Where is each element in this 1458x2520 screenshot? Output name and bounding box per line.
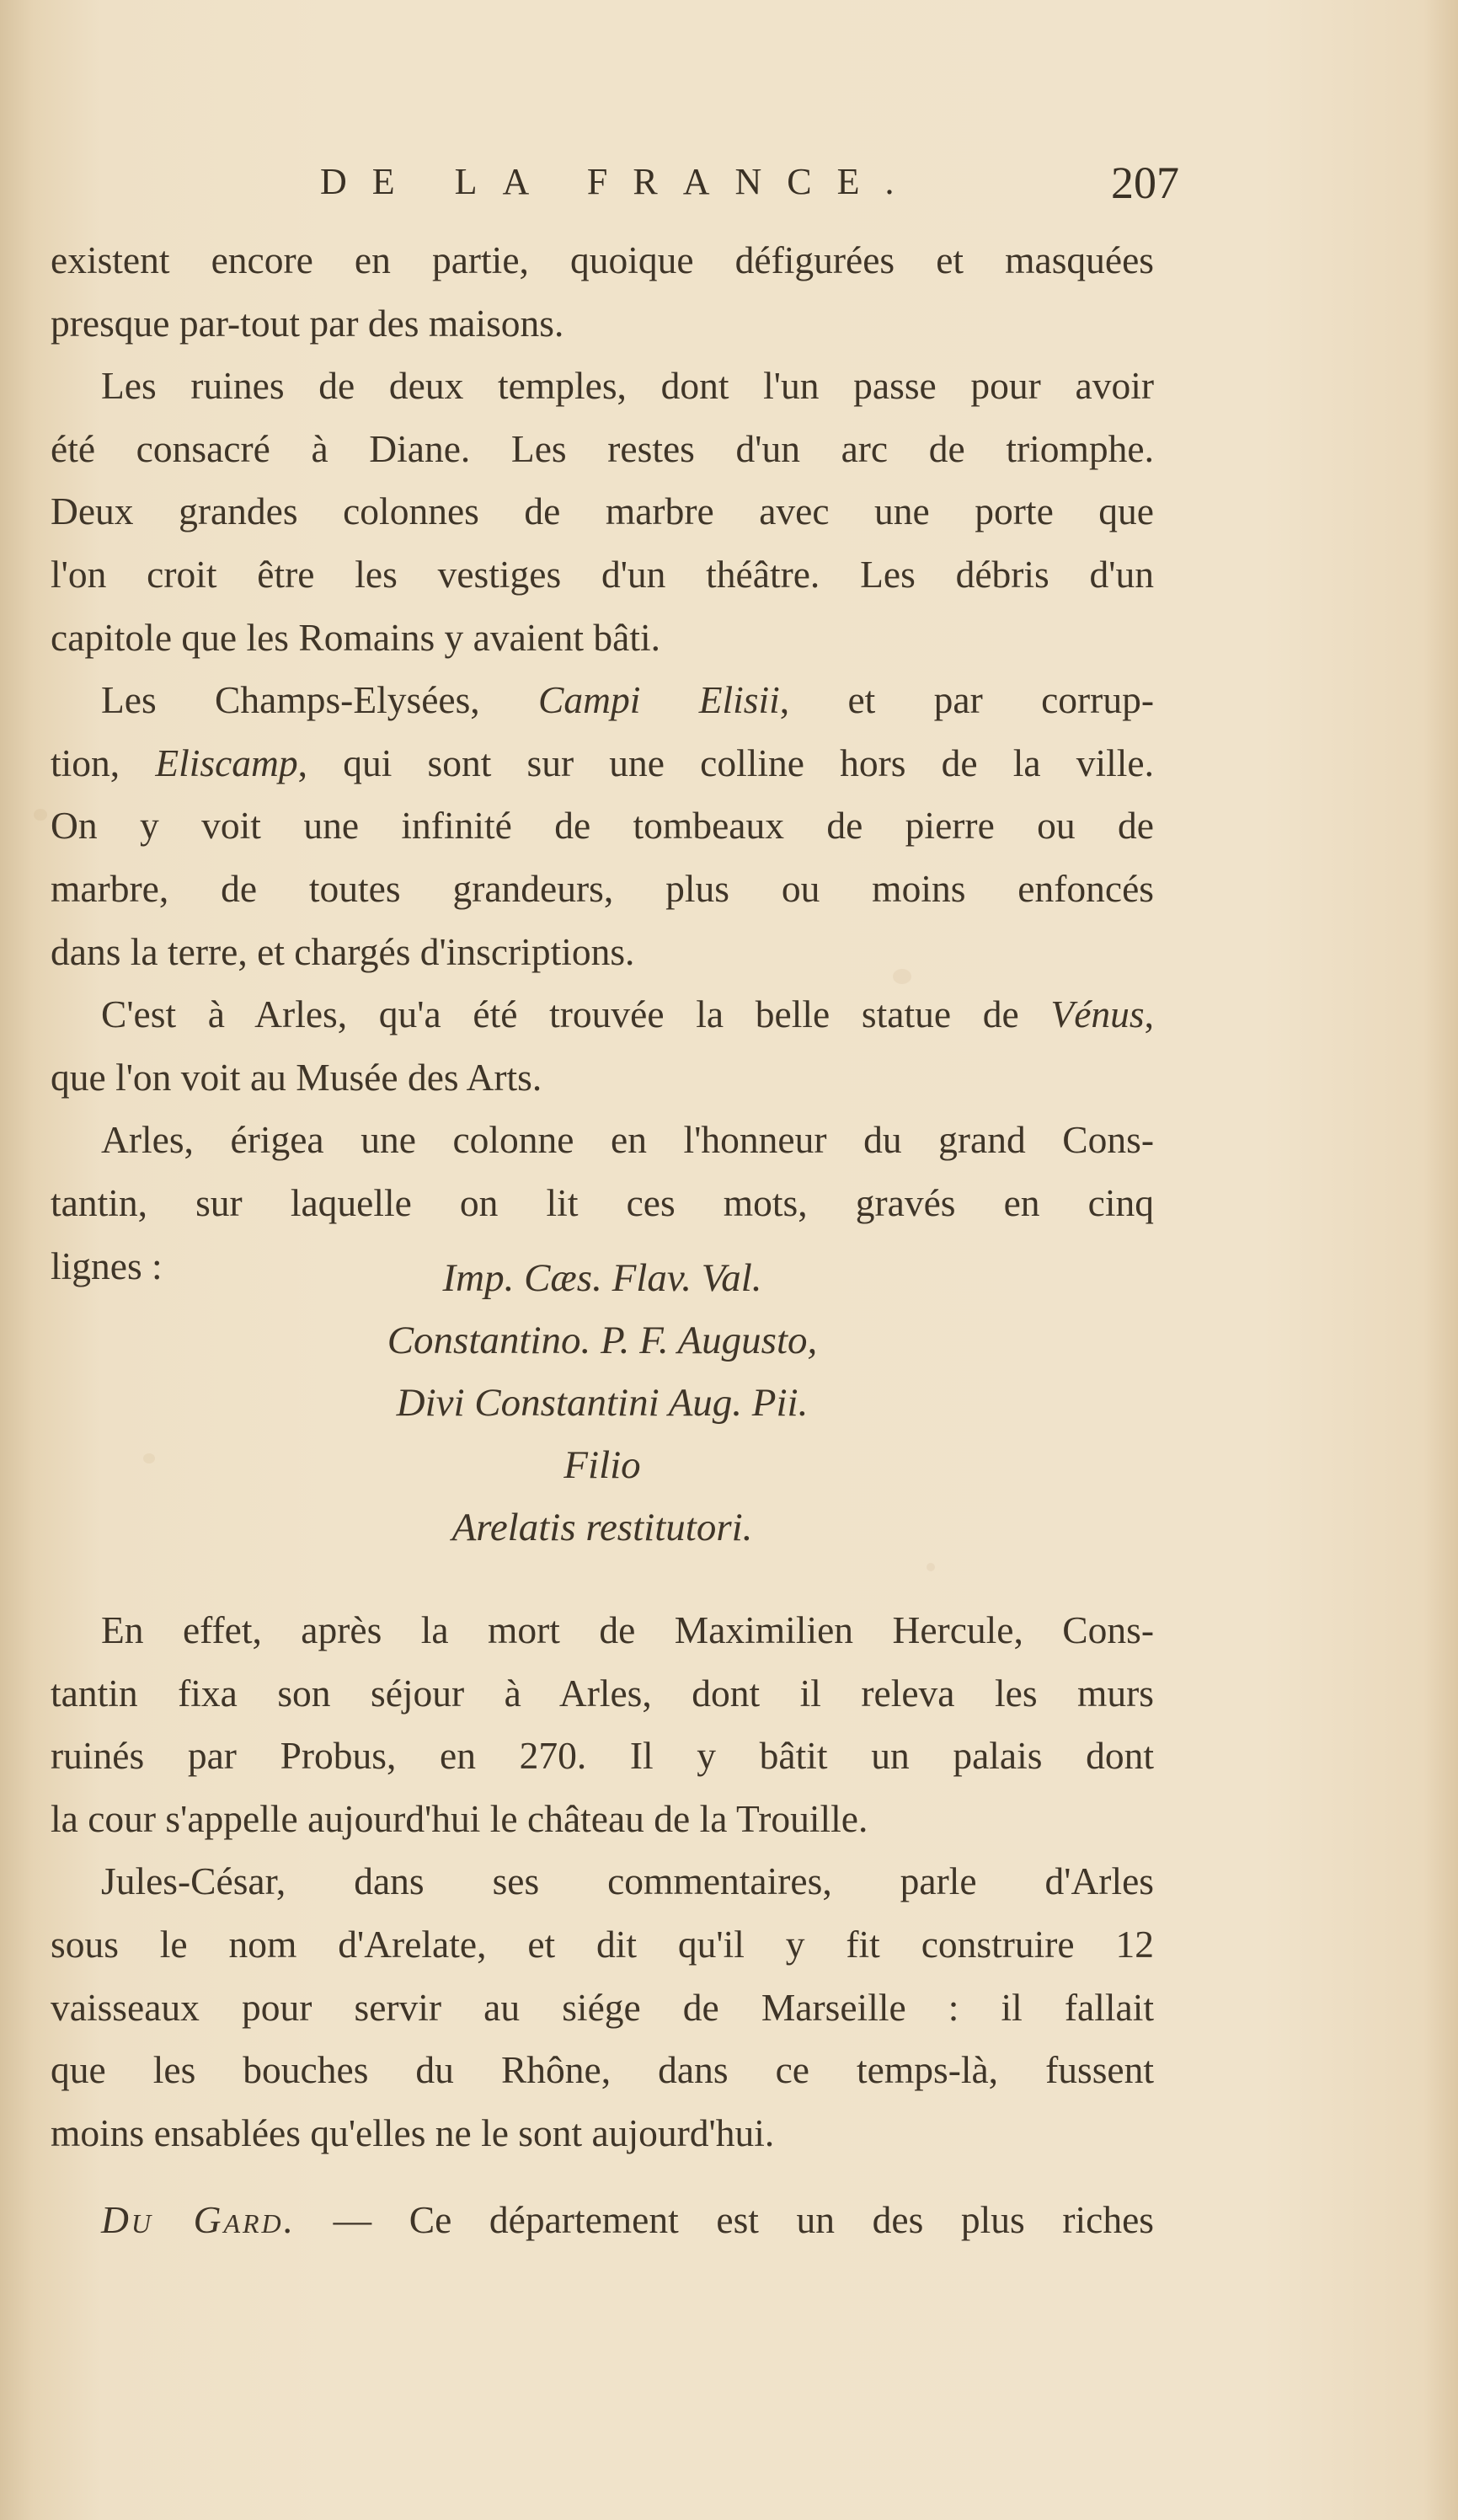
inscription-line: Divi Constantini Aug. Pii.	[396, 1381, 809, 1425]
text-line: existent encore en partie, quoique défigurées et masquées	[51, 238, 1154, 281]
text-line	[51, 669, 1154, 732]
text-line: tantin fixa son séjour à Arles, dont il releva les murs	[51, 1671, 1154, 1715]
text-line	[51, 732, 1154, 795]
paper-stain	[927, 1563, 935, 1571]
text-line: Les ruines de deux temples, dont l'un passe pour avoir	[101, 364, 1154, 408]
text-line: capitole que les Romains y avaient bâti.	[51, 615, 661, 659]
text-line: Arles, érigea une colonne en l'honneur du grand Cons-	[101, 1118, 1154, 1162]
text-block-final	[51, 2189, 1154, 2252]
text-line: sous le nom d'Arelate, et dit qu'il y fit construire 12	[51, 1922, 1154, 1966]
text-line: presque par-tout par des maisons.	[51, 301, 564, 345]
running-head	[320, 160, 1179, 219]
place-name: Eliscamp	[155, 741, 298, 784]
text-block-lower	[51, 1599, 1154, 2164]
text-line: moins ensablées qu'elles ne le sont aujourd'hui.	[51, 2111, 775, 2154]
text-line	[51, 2189, 1154, 2252]
text-span: ,	[1144, 992, 1154, 1036]
text-line: marbre, de toutes grandeurs, plus ou moins enfoncés	[51, 866, 1154, 910]
text-span: , qui sont sur une colline hors de la ville.	[297, 741, 1154, 784]
statue-name: Vénus	[1050, 992, 1145, 1036]
latin-term: Campi Elisii	[538, 678, 780, 722]
inscription-line: Filio	[563, 1443, 641, 1487]
text-line: que les bouches du Rhône, dans ce temps-là, fussent	[51, 2048, 1154, 2092]
text-line: que l'on voit au Musée des Arts.	[51, 1055, 542, 1099]
running-head-title: DE LA FRANCE.	[320, 161, 920, 202]
department-heading: Du Gard.	[101, 2198, 296, 2241]
text-span: , et par corrup-	[779, 678, 1154, 722]
text-line: lignes :	[51, 1244, 163, 1287]
text-span: tion,	[51, 741, 156, 784]
text-line: vaisseaux pour servir au siége de Marseille : il fallait	[51, 1985, 1154, 2029]
text-line: été consacré à Diane. Les restes d'un arc de triomphe.	[51, 426, 1154, 470]
latin-inscription	[51, 1247, 1154, 1559]
page-number: 207	[1111, 158, 1179, 208]
text-span: — Ce département est un des plus riches	[296, 2198, 1155, 2241]
text-line: l'on croit être les vestiges d'un théâtre. Les débris d'un	[51, 552, 1154, 596]
text-line: On y voit une infinité de tombeaux de pierre ou de	[51, 804, 1154, 848]
text-line	[51, 983, 1154, 1046]
text-block-upper	[51, 229, 1154, 1297]
text-line: la cour s'appelle aujourd'hui le château de la Trouille.	[51, 1796, 868, 1840]
text-span: Les Champs-Elysées,	[101, 678, 539, 722]
text-line: En effet, après la mort de Maximilien Hercule, Cons-	[101, 1608, 1154, 1651]
inscription-line: Constantino. P. F. Augusto,	[387, 1319, 818, 1362]
text-line: tantin, sur laquelle on lit ces mots, gravés en cinq	[51, 1180, 1154, 1224]
inscription-line: Imp. Cæs. Flav. Val.	[442, 1256, 762, 1300]
text-line: dans la terre, et chargés d'inscriptions.	[51, 929, 635, 973]
inscription-line: Arelatis restitutori.	[451, 1506, 753, 1549]
paper-stain	[34, 809, 47, 821]
text-line: ruinés par Probus, en 270. Il y bâtit un palais dont	[51, 1734, 1154, 1778]
text-span: C'est à Arles, qu'a été trouvée la belle statue de	[101, 992, 1051, 1036]
text-line: Deux grandes colonnes de marbre avec une porte que	[51, 490, 1154, 533]
text-line: Jules-César, dans ses commentaires, parle d'Arles	[101, 1859, 1154, 1903]
